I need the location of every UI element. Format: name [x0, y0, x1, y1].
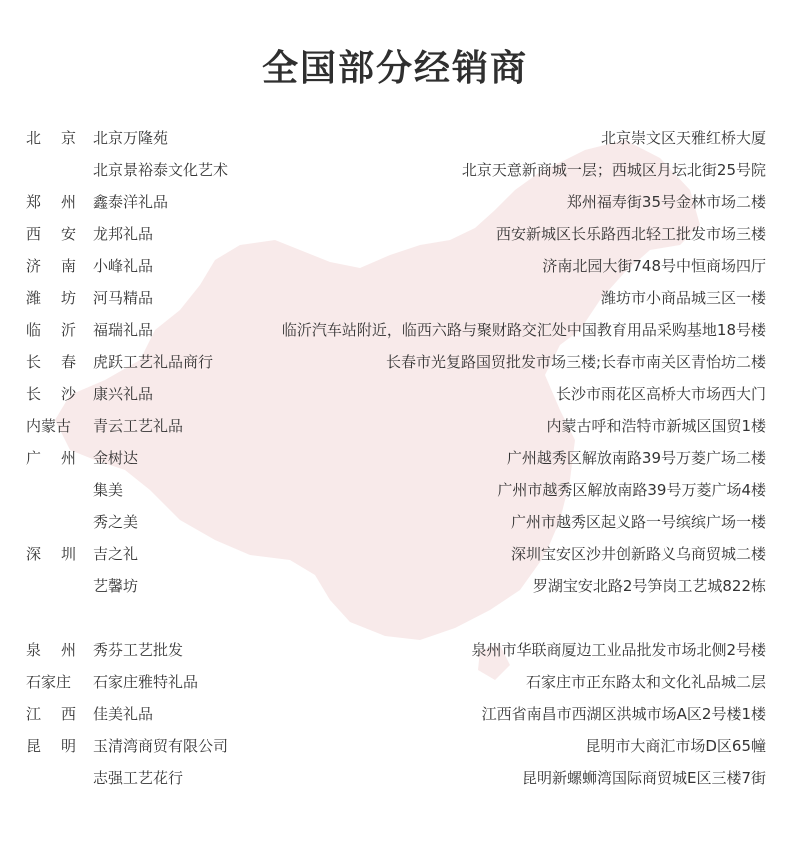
- dealer-name: 青云工艺礼品: [93, 417, 184, 435]
- dealer-row: [0, 410, 790, 442]
- dealer-row: [0, 442, 790, 474]
- dealer-list: [0, 122, 790, 794]
- dealer-name: 佳美礼品: [93, 705, 154, 723]
- city-char: 内蒙古: [26, 417, 72, 435]
- city-char: 春: [60, 353, 76, 371]
- city-char: 沙: [60, 385, 76, 403]
- dealer-name: 集美: [93, 481, 124, 499]
- page-title: 全国部分经销商: [261, 48, 528, 89]
- dealer-name: 秀芬工艺批发: [93, 641, 184, 659]
- dealer-name: 玉清湾商贸有限公司: [93, 737, 229, 755]
- city-char: 广: [26, 449, 42, 467]
- city-char: 州: [60, 641, 76, 659]
- dealer-name: 吉之礼: [93, 545, 139, 563]
- city-char: 北: [26, 129, 42, 147]
- city-char: 石家庄: [26, 673, 72, 691]
- dealer-name: 康兴礼品: [93, 385, 154, 403]
- dealer-city: [26, 410, 76, 442]
- dealer-address: 济南北园大街748号中恒商场四厅: [542, 257, 766, 275]
- city-char: 西: [60, 705, 76, 723]
- dealer-city: [26, 250, 76, 282]
- dealer-address: 潍坊市小商品城三区一楼: [600, 289, 766, 307]
- city-char: 明: [60, 737, 76, 755]
- dealer-address: 北京天意新商城一层；西城区月坛北街25号院: [461, 161, 766, 179]
- dealer-city: [26, 314, 76, 346]
- city-char: 圳: [60, 545, 76, 563]
- dealer-address: 昆明市大商汇市场D区65幢: [585, 737, 766, 755]
- dealer-address: 长沙市雨花区高桥大市场西大门: [555, 385, 766, 403]
- dealer-city: [26, 730, 76, 762]
- dealer-row: [0, 666, 790, 698]
- dealer-city: [26, 186, 76, 218]
- dealer-row: [0, 282, 790, 314]
- dealer-address: 泉州市华联商厦边工业品批发市场北侧2号楼: [471, 641, 766, 659]
- dealer-address: 郑州福寿街35号金林市场二楼: [566, 193, 766, 211]
- city-char: 州: [60, 449, 76, 467]
- city-char: 泉: [26, 641, 42, 659]
- city-char: 深: [26, 545, 42, 563]
- city-char: 州: [60, 193, 76, 211]
- city-char: 昆: [26, 737, 42, 755]
- dealer-row: [0, 570, 790, 602]
- dealer-address: 长春市光复路国贸批发市场三楼;长春市南关区青怡坊二楼: [385, 353, 766, 371]
- dealer-address: 罗湖宝安北路2号笋岗工艺城822栋: [532, 577, 766, 595]
- dealer-address: 江西省南昌市西湖区洪城市场A区2号楼1楼: [481, 705, 766, 723]
- dealer-name: 志强工艺花行: [93, 769, 184, 787]
- city-char: 南: [60, 257, 76, 275]
- dealer-row: [0, 218, 790, 250]
- dealer-row: [0, 186, 790, 218]
- dealer-city: [26, 666, 76, 698]
- dealer-row: [0, 506, 790, 538]
- dealer-name: 北京景裕泰文化艺术: [93, 161, 229, 179]
- dealer-city: [26, 346, 76, 378]
- dealer-row: [0, 698, 790, 730]
- dealer-name: 龙邦礼品: [93, 225, 154, 243]
- dealer-city: [26, 218, 76, 250]
- dealer-row: [0, 762, 790, 794]
- city-char: 潍: [26, 289, 42, 307]
- dealer-name: 小峰礼品: [93, 257, 154, 275]
- city-char: 临: [26, 321, 42, 339]
- dealer-city: [26, 282, 76, 314]
- dealer-name: 北京万隆苑: [93, 129, 169, 147]
- dealer-address: 西安新城区长乐路西北轻工批发市场三楼: [495, 225, 766, 243]
- dealer-city: [26, 634, 76, 666]
- city-char: 京: [60, 129, 76, 147]
- city-char: 安: [60, 225, 76, 243]
- dealer-address: 昆明新螺蛳湾国际商贸城E区三楼7街: [521, 769, 766, 787]
- dealer-city: [26, 538, 76, 570]
- dealer-address: 内蒙古呼和浩特市新城区国贸1楼: [546, 417, 766, 435]
- city-char: 长: [26, 385, 42, 403]
- dealer-name: 福瑞礼品: [93, 321, 154, 339]
- dealer-city: [26, 378, 76, 410]
- dealer-name: 石家庄雅特礼品: [93, 673, 199, 691]
- dealer-row: [0, 346, 790, 378]
- dealer-row: [0, 634, 790, 666]
- dealer-address: 广州市越秀区解放南路39号万菱广场4楼: [497, 481, 766, 499]
- dealer-name: 虎跃工艺礼品商行: [93, 353, 214, 371]
- city-char: 沂: [60, 321, 76, 339]
- dealer-name: 鑫泰洋礼品: [93, 193, 169, 211]
- dealer-name: 河马精品: [93, 289, 154, 307]
- dealer-name: 艺馨坊: [93, 577, 139, 595]
- dealer-row: [0, 378, 790, 410]
- dealer-row: [0, 538, 790, 570]
- dealer-address: 广州越秀区解放南路39号万菱广场二楼: [506, 449, 766, 467]
- dealer-address: 北京崇文区天雅红桥大厦: [600, 129, 766, 147]
- dealer-name: 金树达: [93, 449, 139, 467]
- dealer-address: 广州市越秀区起义路一号缤缤广场一楼: [510, 513, 766, 531]
- city-char: 郑: [26, 193, 42, 211]
- city-char: 江: [26, 705, 42, 723]
- dealer-city: [26, 122, 76, 154]
- dealer-row: [0, 122, 790, 154]
- dealer-address: 深圳宝安区沙井创新路义乌商贸城二楼: [510, 545, 766, 563]
- dealer-city: [26, 442, 76, 474]
- dealer-address: 石家庄市正东路太和文化礼品城二层: [525, 673, 766, 691]
- city-char: 长: [26, 353, 42, 371]
- dealer-row: [0, 730, 790, 762]
- dealer-name: 秀之美: [93, 513, 139, 531]
- dealer-row: [0, 474, 790, 506]
- dealer-row: [0, 154, 790, 186]
- dealer-row: [0, 250, 790, 282]
- dealer-city: [26, 698, 76, 730]
- city-char: 西: [26, 225, 42, 243]
- dealer-address: 临沂汽车站附近，临西六路与聚财路交汇处中国教育用品采购基地18号楼: [281, 321, 766, 339]
- dealer-row: [0, 314, 790, 346]
- city-char: 坊: [60, 289, 76, 307]
- city-char: 济: [26, 257, 42, 275]
